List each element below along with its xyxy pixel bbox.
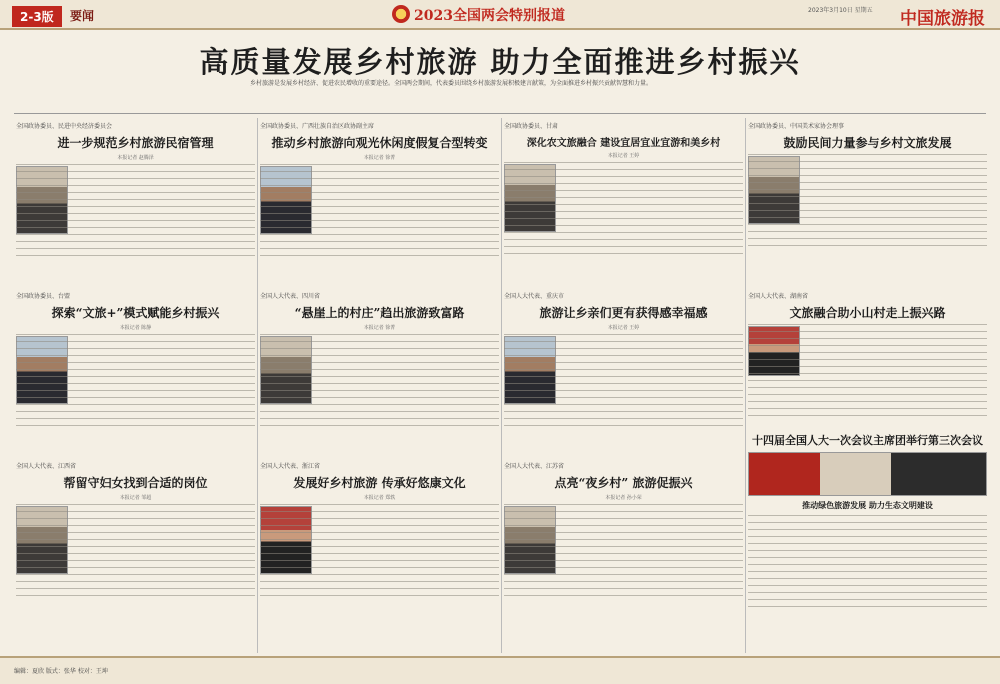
- article-kicker: 全国人大代表、湖南省: [748, 293, 809, 300]
- article-body: [14, 164, 257, 257]
- article-kicker: 全国政协委员、中国美术家协会理事: [748, 123, 845, 130]
- article-kicker: 全国人大代表、四川省: [260, 293, 321, 300]
- article-body: [502, 334, 745, 427]
- article[interactable]: [14, 458, 257, 628]
- article-title[interactable]: 帮留守妇女找到合适的岗位: [63, 476, 208, 490]
- news-photo: [748, 452, 987, 496]
- article-kicker: 全国人大代表、重庆市: [504, 293, 565, 300]
- article-byline: 本报记者 王婷: [607, 325, 640, 331]
- article-body: [258, 334, 501, 427]
- article[interactable]: [502, 118, 745, 288]
- article-body: [258, 504, 501, 597]
- page-headline: 高质量发展乡村旅游 助力全面推进乡村振兴: [199, 45, 801, 79]
- article[interactable]: [746, 288, 989, 428]
- article-body: [746, 515, 989, 608]
- article-kicker: 全国政协委员、广西壮族自治区政协副主席: [260, 123, 375, 130]
- divider: [14, 113, 986, 114]
- article-byline: 本报记者 邹超: [119, 495, 152, 501]
- column-2: [258, 118, 501, 653]
- sub-headline[interactable]: 推动绿色旅游发展 助力生态文明建设: [802, 500, 933, 510]
- article-title[interactable]: 鼓励民间力量参与乡村文旅发展: [783, 136, 952, 150]
- article-byline: 本报记者 王婷: [607, 153, 640, 159]
- national-emblem-icon: [392, 5, 410, 23]
- column-3: [502, 118, 745, 653]
- article-title[interactable]: 推动乡村旅游向观光休闲度假复合型转变: [271, 136, 488, 150]
- article-body: [746, 324, 989, 417]
- article-kicker: 全国人大代表、浙江省: [260, 463, 321, 470]
- section-name: 要闻: [70, 9, 95, 23]
- article-title[interactable]: 发展好乡村旅游 传承好悠康文化: [293, 476, 466, 490]
- article[interactable]: [502, 288, 745, 458]
- article-byline: 本报记者 赵腾泽: [117, 155, 154, 161]
- article[interactable]: [502, 458, 745, 628]
- article-title[interactable]: 旅游让乡亲们更有获得感幸福感: [539, 306, 708, 320]
- article-kicker: 全国政协委员、甘肃: [504, 123, 559, 130]
- footer: [0, 656, 1000, 684]
- article-body: [746, 154, 989, 247]
- article-title[interactable]: 探索“文旅+”模式赋能乡村振兴: [51, 306, 220, 320]
- article-kicker: 全国人大代表、江苏省: [504, 463, 565, 470]
- article-title[interactable]: 进一步规范乡村旅游民宿管理: [57, 136, 214, 150]
- article-byline: 本报记者 徐菁: [363, 325, 396, 331]
- newspaper-masthead: 中国旅游报: [900, 9, 985, 29]
- article-byline: 本报记者 郑轶: [363, 495, 396, 501]
- article-title[interactable]: 点亮“夜乡村” 旅游促振兴: [554, 476, 693, 490]
- article[interactable]: [14, 118, 257, 288]
- top-bar: [0, 0, 1000, 30]
- publication-date: 2023年3月10日 星期五: [808, 7, 873, 14]
- article-title[interactable]: 深化农文旅融合 建设宜居宜业宜游和美乡村: [526, 138, 721, 149]
- article-body: [14, 334, 257, 427]
- news-headline[interactable]: 十四届全国人大一次会议主席团举行第三次会议: [752, 434, 983, 447]
- article-byline: 本报记者 徐菁: [363, 155, 396, 161]
- article[interactable]: [746, 118, 989, 288]
- article-kicker: 全国政协委员、台盟: [16, 293, 71, 300]
- article-byline: 本报记者 孙小荣: [605, 495, 642, 501]
- article-body: [14, 504, 257, 597]
- article-kicker: 全国人大代表、江西省: [16, 463, 77, 470]
- intro-paragraph: 乡村旅游是发展乡村经济、促进农民增收的重要途径。全国两会期间，代表委员围绕乡村旅游发展积极建言献策，为全面推进乡村振兴贡献智慧和力量。: [250, 80, 653, 87]
- column-4: [746, 118, 989, 653]
- article-body: [502, 162, 745, 255]
- page-tag: 2-3版: [12, 6, 62, 27]
- special-report-title: 2023全国两会特别报道: [414, 8, 565, 24]
- article[interactable]: [14, 288, 257, 458]
- column-1: [14, 118, 257, 653]
- article[interactable]: [258, 288, 501, 458]
- article[interactable]: [258, 118, 501, 288]
- article-kicker: 全国政协委员、民进中央经济委员会: [16, 123, 113, 130]
- article-title[interactable]: 文旅融合助小山村走上振兴路: [789, 306, 946, 320]
- article[interactable]: [258, 458, 501, 628]
- article-title[interactable]: “悬崖上的村庄”趋出旅游致富路: [294, 306, 465, 320]
- article-body: [502, 504, 745, 597]
- article-byline: 本报记者 陈静: [119, 325, 152, 331]
- editor-credits: 编辑：夏欣 版式：张华 校对：王坤: [14, 668, 108, 675]
- article-body: [258, 164, 501, 257]
